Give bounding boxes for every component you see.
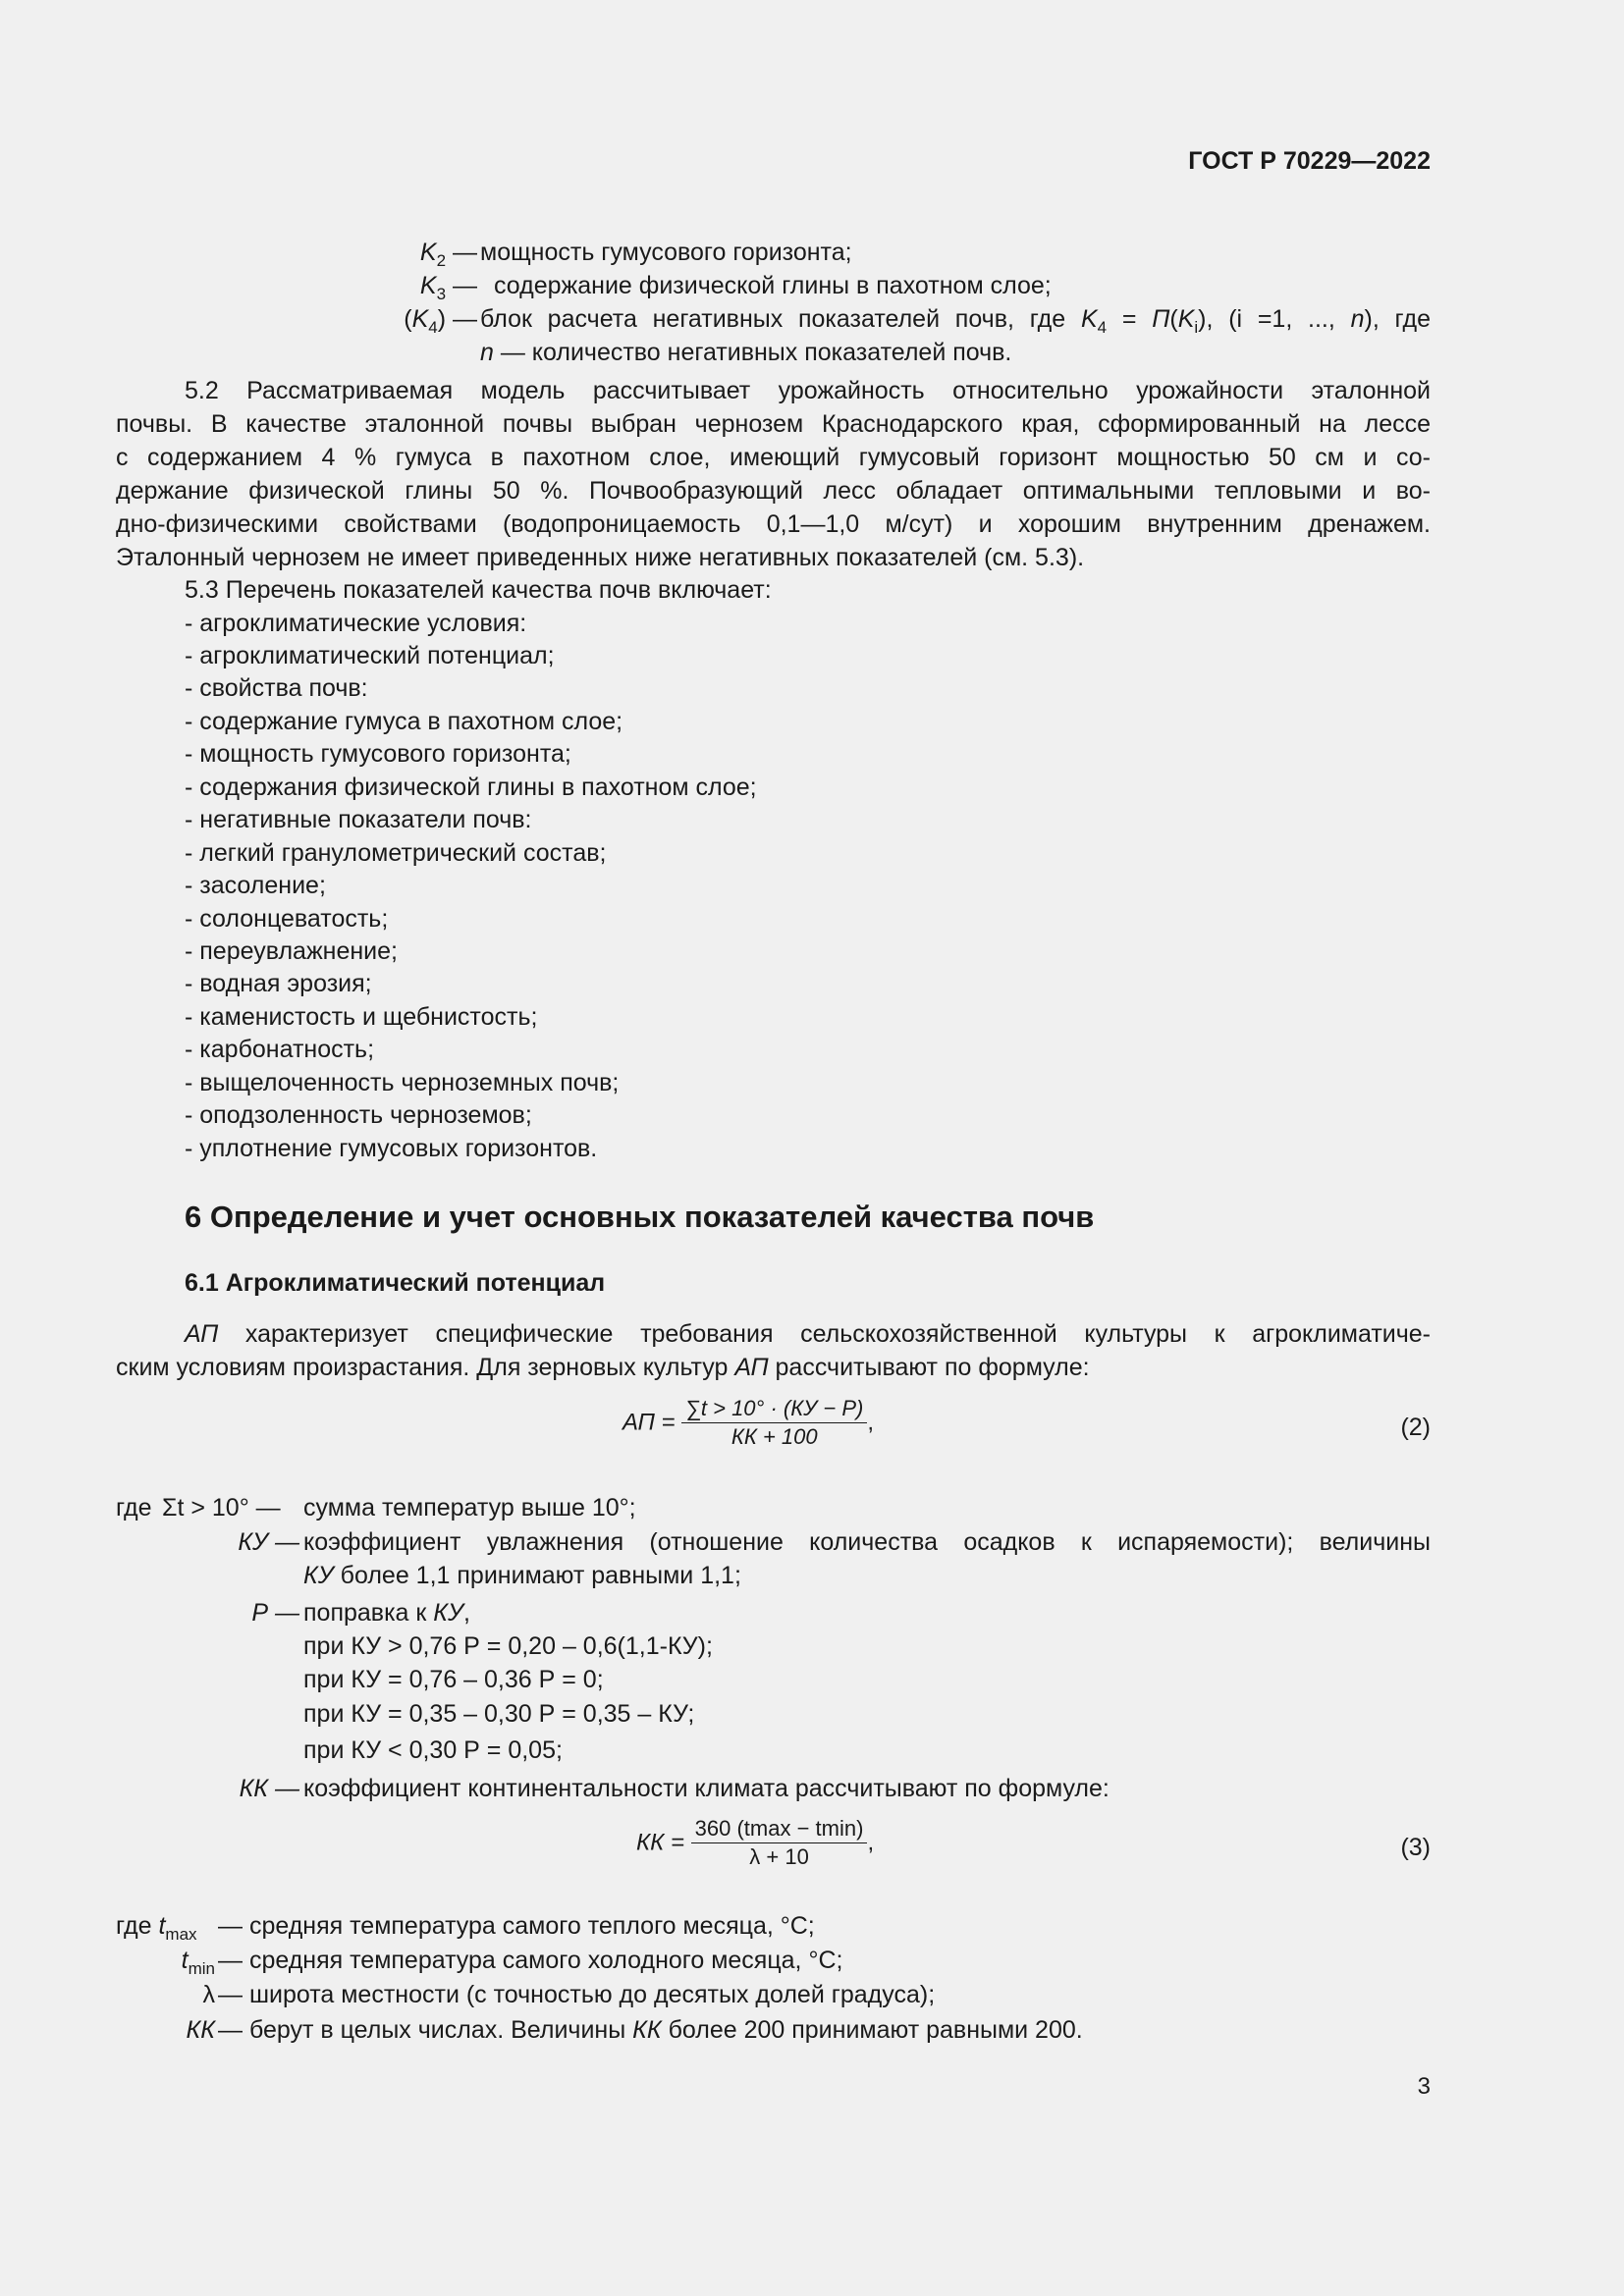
section-6-title: 6 Определение и учет основных показателей качества почв <box>185 1200 1095 1234</box>
list-item: - каменистость и щебнистость; <box>185 1003 538 1031</box>
def-lambda-symbol: λ <box>202 1981 215 2008</box>
formula-3-numerator: 360 (tmax − tmin) <box>691 1816 868 1843</box>
section-6-1-title: 6.1 Агроклиматический потенциал <box>185 1269 606 1297</box>
list-item: - засоление; <box>185 872 326 899</box>
def-p-symbol: Р — <box>251 1599 299 1627</box>
def-kk2-symbol: КК <box>186 2016 215 2044</box>
list-item: - содержания физической глины в пахотном слое; <box>185 774 757 801</box>
def-k4-text-line2: n — количество негативных показателей почв. <box>480 339 1012 366</box>
list-item: - переувлажнение; <box>185 937 398 965</box>
document-code: ГОСТ Р 70229—2022 <box>1188 147 1431 175</box>
formula-3-denominator: λ + 10 <box>749 1844 809 1869</box>
def-k2-text: мощность гумусового горизонта; <box>480 239 852 266</box>
list-item: - агроклиматические условия: <box>185 610 527 637</box>
def-p-case: при КУ = 0,76 – 0,36 Р = 0; <box>303 1666 604 1693</box>
para-6-1-line1: АП характеризует специфические требования сельскохозяйственной культуры к агроклиматиче- <box>185 1320 1432 1348</box>
def-ku-text-line2: КУ более 1,1 принимают равными 1,1; <box>303 1562 741 1589</box>
list-item: - мощность гумусового горизонта; <box>185 740 571 768</box>
def-k3-symbol: $K_3$ — <box>419 272 477 303</box>
formula-3: КК = $\frac{360 (tmax - tmin)}{\lambda + 10}$ , <box>636 1816 875 1869</box>
para-5-2-line: с содержанием 4 % гумуса в пахотном слое, имеющий гумусовый горизонт мощностью 50 см и со- <box>116 444 1431 471</box>
def-k4-symbol: $(K_4)$ — <box>404 305 477 337</box>
para-5-2-line: почвы. В качестве эталонной почвы выбран чернозем Краснодарского края, сформированный на лессе <box>116 410 1431 438</box>
para-6-1-line2: ским условиям произрастания. Для зерновых культур АП рассчитывают по формуле: <box>116 1354 1090 1381</box>
def-sum-t-text: сумма температур выше 10°; <box>303 1494 636 1522</box>
def-p-case: при КУ > 0,76 Р = 0,20 – 0,6(1,1-КУ); <box>303 1632 713 1660</box>
def-tmax-text: — средняя температура самого теплого месяца, °С; <box>218 1912 815 1940</box>
list-item: - оподзоленность черноземов; <box>185 1101 532 1129</box>
def-sum-t-symbol: Σt > 10° — <box>162 1494 281 1522</box>
para-5-3-intro: 5.3 Перечень показателей качества почв включает: <box>185 576 772 604</box>
def-tmin-symbol: $t_{min}$ <box>181 1947 215 1978</box>
def-k3-text: содержание физической глины в пахотном слое; <box>494 272 1052 299</box>
def-p-case: при КУ = 0,35 – 0,30 Р = 0,35 – КУ; <box>303 1700 695 1728</box>
formula-2-lhs: АП = <box>623 1409 676 1436</box>
formula-3-lhs: КК = <box>636 1829 684 1856</box>
list-item: - негативные показатели почв: <box>185 806 532 833</box>
formula-2-fraction <box>681 1396 867 1450</box>
para-5-2-line: дно-физическими свойствами (водопроницаемость 0,1—1,0 м/сут) и хорошим внутренним дренажем. <box>116 510 1431 538</box>
def-p-case: при КУ < 0,30 Р = 0,05; <box>303 1736 563 1764</box>
list-item: - уплотнение гумусовых горизонтов. <box>185 1135 598 1162</box>
list-item: - свойства почв: <box>185 674 368 702</box>
def-k4-text: блок расчета негативных показателей почв, где $K_4 = П(K_i)$, (i =1, ..., n), где <box>480 305 1432 337</box>
def-kk2-text: — берут в целых числах. Величины КК более 200 принимают равными 200. <box>218 2016 1083 2044</box>
list-item: - солонцеватость; <box>185 905 389 933</box>
def-ku-symbol: КУ — <box>238 1528 299 1556</box>
para-5-2-line: держание физической глины 50 %. Почвообразующий лесс обладает оптимальными тепловыми и во- <box>116 477 1431 505</box>
def-kk-text: коэффициент континентальности климата рассчитывают по формуле: <box>303 1775 1110 1802</box>
formula-3-number: (3) <box>1400 1834 1431 1861</box>
def-lambda-text: — широта местности (с точностью до десятых долей градуса); <box>218 1981 936 2008</box>
list-item: - выщелоченность черноземных почв; <box>185 1069 620 1096</box>
formula-2-numerator: ∑t > 10° · (КУ − Р) <box>681 1396 867 1423</box>
def-p-text: поправка к КУ, <box>303 1599 470 1627</box>
formula-3-fraction <box>691 1816 868 1870</box>
para-5-2-line: Эталонный чернозем не имеет приведенных ниже негативных показателей (см. 5.3). <box>116 544 1085 571</box>
page-number: 3 <box>1417 2073 1431 2100</box>
where-gde: где <box>116 1494 152 1522</box>
formula-2: АП = $\frac{\sum t > 10^\circ \cdot (КУ - Р)}{КК + 100}$ , <box>623 1396 874 1449</box>
def-k2-symbol: $K_2$ — <box>419 239 477 270</box>
list-item: - карбонатность; <box>185 1036 375 1063</box>
def-kk-symbol: КК — <box>239 1775 299 1802</box>
where-gde-3: где $t_{max}$ <box>116 1912 197 1944</box>
list-item: - водная эрозия; <box>185 970 372 997</box>
def-ku-text: коэффициент увлажнения (отношение количества осадков к испаряемости); величины <box>303 1528 1431 1556</box>
def-tmin-text: — средняя температура самого холодного месяца, °С; <box>218 1947 843 1974</box>
para-5-2-line: 5.2 Рассматриваемая модель рассчитывает урожайность относительно урожайности эталонной <box>185 377 1431 404</box>
list-item: - агроклиматический потенциал; <box>185 642 555 669</box>
list-item: - содержание гумуса в пахотном слое; <box>185 708 623 735</box>
formula-2-denominator: КК + 100 <box>731 1424 818 1449</box>
list-item: - легкий гранулометрический состав; <box>185 839 607 867</box>
formula-2-number: (2) <box>1400 1414 1431 1441</box>
